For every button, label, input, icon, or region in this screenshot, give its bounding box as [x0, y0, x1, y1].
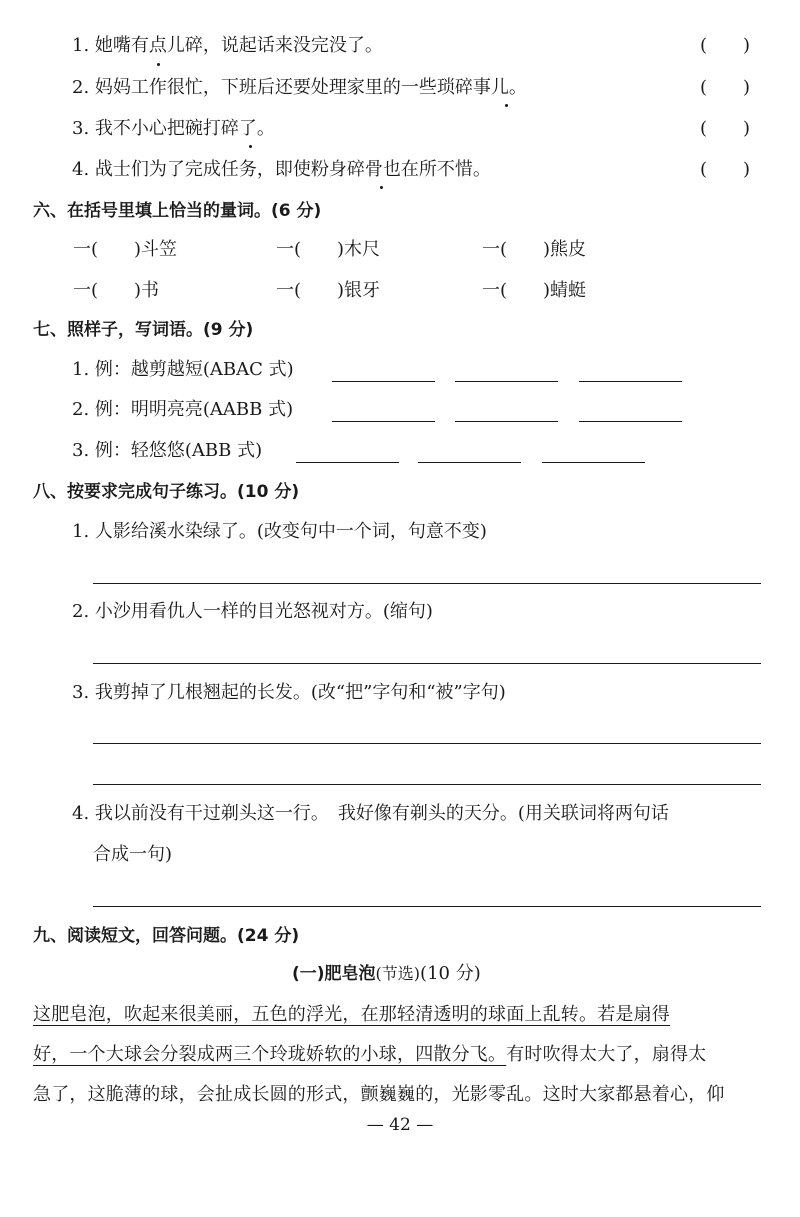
answer-line[interactable]	[93, 743, 761, 744]
sentence-task-3: 3. 我剪掉了几根翘起的长发。(改“把”字句和“被”字句)	[72, 682, 506, 703]
passage-line-2	[33, 1043, 765, 1067]
passage-note: (节选)	[375, 964, 421, 983]
section-6-title: 六、在括号里填上恰当的量词。(6 分)	[33, 201, 322, 221]
emphasis-dot	[505, 104, 508, 107]
measure-word-blank[interactable]: 一( )银牙	[276, 280, 381, 301]
word-blank[interactable]	[296, 462, 399, 463]
answer-paren-5-2[interactable]: ( )	[700, 77, 751, 98]
sentence-task-2: 2. 小沙用看仇人一样的目光怒视对方。(缩句)	[72, 601, 433, 622]
answer-line[interactable]	[93, 784, 761, 785]
sentence-task-4-cont: 合成一句)	[93, 844, 173, 865]
section-7-title: 七、照样子，写词语。(9 分)	[33, 320, 254, 340]
measure-word-blank[interactable]: 一( )熊皮	[482, 239, 587, 260]
underlined-text: 好，一个大球会分裂成两三个玲珑娇软的小球，四散分飞。	[33, 1044, 507, 1065]
word-blank[interactable]	[418, 462, 521, 463]
word-example-1: 1. 例：越剪越短(ABAC 式)	[72, 359, 294, 380]
question-item-5-3: 3. 我不小心把碗打碎了。	[72, 118, 275, 139]
passage-points: (10 分)	[420, 963, 481, 984]
emphasis-dot	[249, 145, 252, 148]
plain-text: 有时吹得太大了，扇得太	[506, 1044, 707, 1065]
sentence-task-1: 1. 人影给溪水染绿了。(改变句中一个词，句意不变)	[72, 521, 487, 542]
answer-line[interactable]	[93, 663, 761, 664]
word-example-2: 2. 例：明明亮亮(AABB 式)	[72, 399, 294, 420]
section-8-title: 八、按要求完成句子练习。(10 分)	[33, 482, 300, 502]
answer-line[interactable]	[93, 906, 761, 907]
passage-title	[292, 962, 481, 986]
answer-paren-5-1[interactable]: ( )	[700, 35, 751, 56]
word-blank[interactable]	[579, 421, 682, 422]
word-blank[interactable]	[332, 421, 435, 422]
section-9-title: 九、阅读短文，回答问题。(24 分)	[33, 926, 300, 946]
measure-word-blank[interactable]: 一( )蜻蜓	[482, 280, 587, 301]
question-item-5-4: 4. 战士们为了完成任务，即使粉身碎骨也在所不惜。	[72, 159, 491, 180]
measure-word-blank[interactable]: 一( )斗笠	[73, 239, 178, 260]
question-item-5-1: 1. 她嘴有点儿碎，说起话来没完没了。	[72, 35, 383, 56]
word-blank[interactable]	[579, 381, 682, 382]
answer-paren-5-4[interactable]: ( )	[700, 159, 751, 180]
word-blank[interactable]	[332, 381, 435, 382]
answer-line[interactable]	[93, 583, 761, 584]
emphasis-dot	[380, 186, 383, 189]
page-number: — 42 —	[366, 1115, 434, 1135]
passage-title-text: (一)肥皂泡	[292, 964, 376, 984]
plain-text: 急了，这脆薄的球，会扯成长圆的形式，颤巍巍的，光影零乱。这时大家都悬着心，仰	[33, 1084, 725, 1105]
underlined-text: 这肥皂泡，吹起来很美丽，五色的浮光，在那轻清透明的球面上乱转。若是扇得	[33, 1004, 670, 1025]
measure-word-blank[interactable]: 一( )木尺	[276, 239, 381, 260]
passage-line-1	[33, 1003, 765, 1027]
answer-paren-5-3[interactable]: ( )	[700, 118, 751, 139]
passage-line-3	[33, 1083, 765, 1107]
word-blank[interactable]	[542, 462, 645, 463]
measure-word-blank[interactable]: 一( )书	[73, 280, 160, 301]
emphasis-dot	[157, 63, 160, 66]
sentence-task-4: 4. 我以前没有干过剃头这一行。 我好像有剃头的天分。(用关联词将两句话	[72, 803, 669, 824]
word-example-3: 3. 例：轻悠悠(ABB 式)	[72, 440, 263, 461]
question-item-5-2: 2. 妈妈工作很忙，下班后还要处理家里的一些琐碎事儿。	[72, 77, 527, 98]
word-blank[interactable]	[455, 421, 558, 422]
word-blank[interactable]	[455, 381, 558, 382]
